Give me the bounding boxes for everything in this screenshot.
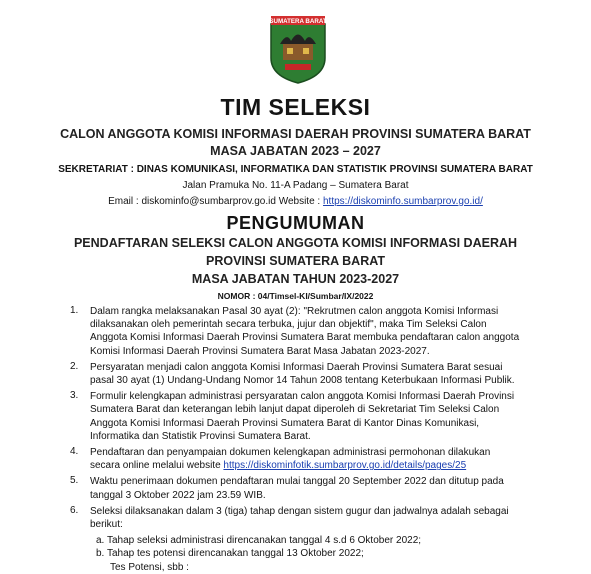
registration-link[interactable]: https://diskominfotik.sumbarprov.go.id/details/pages/25 [223,460,467,472]
list-text: Seleksi dilaksanakan dalam 3 (tiga) tahap dengan sistem gugur dan jadwalnya adalah sebagai berikut: [90,505,509,531]
list-number: 6. [70,504,79,516]
list-number: 2. [70,360,79,372]
list-number: 3. [70,390,79,402]
email-text: Email : diskominfo@sumbarprov.go.id Website : [108,196,323,207]
list-number: 5. [70,475,79,487]
tes-potensi-text: Tes Potensi, sbb : [110,561,189,573]
sub-list-letter: a. [96,535,105,547]
sub-list-item [90,534,570,547]
list-text: Persyaratan menjadi calon anggota Komisi Informasi Daerah Provinsi Sumatera Barat sesuai pasal 30 ayat (1) Undang-Undang Nomor 14 Tahun 2008 tentang Keterbukaan Informasi Publik. [90,361,515,387]
website-link[interactable]: https://diskominfo.sumbarprov.go.id/ [322,196,483,207]
sub-list-text: Tahap tes potensi direncanakan tanggal 13 Oktober 2022; [106,548,364,560]
header-subtitle: CALON ANGGOTA KOMISI INFORMASI DAERAH PROVINSI SUMATERA BARAT [60,127,531,141]
address-line: Jalan Pramuka No. 11-A Padang – Sumatera Barat [182,180,409,191]
list-item [70,505,570,531]
list-number: 1. [70,305,79,316]
announcement-province: PROVINSI SUMATERA BARAT [206,254,385,268]
list-item [70,305,570,358]
sub-list-letter: b. [96,548,105,560]
announcement-subheading: PENDAFTARAN SELEKSI CALON ANGGOTA KOMISI INFORMASI DAERAH [73,236,518,250]
list-number: 4. [70,446,79,458]
secretariat-line: SEKRETARIAT : DINAS KOMUNIKASI, INFORMATIKA DAN STATISTIK PROVINSI SUMATERA BARAT [58,164,533,175]
list-item [70,475,570,501]
list-text-body: Pendaftaran dan penyampaian dokumen kelengkapan administrasi permohonan dilakukan secara online melalui website [90,447,491,472]
contact-line [0,196,591,207]
sub-list-item [90,547,570,560]
sumatera-barat-emblem [267,14,329,84]
list-item [70,361,570,387]
announcement-list [70,305,570,574]
list-text [90,446,570,472]
page-title: TIM SELEKSI [220,94,371,120]
list-text: Waktu penerimaan dokumen pendaftaran mulai tanggal 20 September 2022 dan ditutup pada tanggal 3 Oktober 2022 jam 23.59 WIB. [90,476,504,501]
sub-list-text: Tahap seleksi administrasi direncanakan tanggal 4 s.d 6 Oktober 2022; [106,535,422,547]
tes-potensi-label [90,561,570,574]
announcement-heading: PENGUMUMAN [226,213,365,233]
list-item [70,390,570,443]
list-text: Formulir kelengkapan administrasi persyaratan calon anggota Komisi Informasi Daerah Provinsi Sumatera Barat dan keterangan lebih lanjut dapat diperoleh di Sekretariat Tim Seleksi Calon Anggota Komisi Informasi Daerah Provinsi Sumatera Barat di Kantor Dinas Komunikasi, Informatika dan Statistik Provinsi Sumatera Barat. [90,391,515,442]
list-item [70,446,570,472]
header-term: MASA JABATAN 2023 – 2027 [210,144,381,158]
emblem-banner-text: SUMATERA BARAT [269,18,327,25]
list-text: Dalam rangka melaksanakan Pasal 30 ayat (2): "Rekrutmen calon anggota Komisi Informasi dilaksanakan oleh pemerintah secara terbuka, jujur dan objektif", maka Tim Seleksi Calon Anggota Komisi Informasi Daerah Provinsi Sumatera Barat membuka pendaftaran calon anggota Komisi Informasi Daerah Provinsi Sumatera Barat Masa Jabatan 2023-2027. [90,306,520,357]
announcement-number: NOMOR : 04/Timsel-KI/Sumbar/IX/2022 [217,291,374,301]
announcement-term: MASA JABATAN TAHUN 2023-2027 [191,272,400,286]
